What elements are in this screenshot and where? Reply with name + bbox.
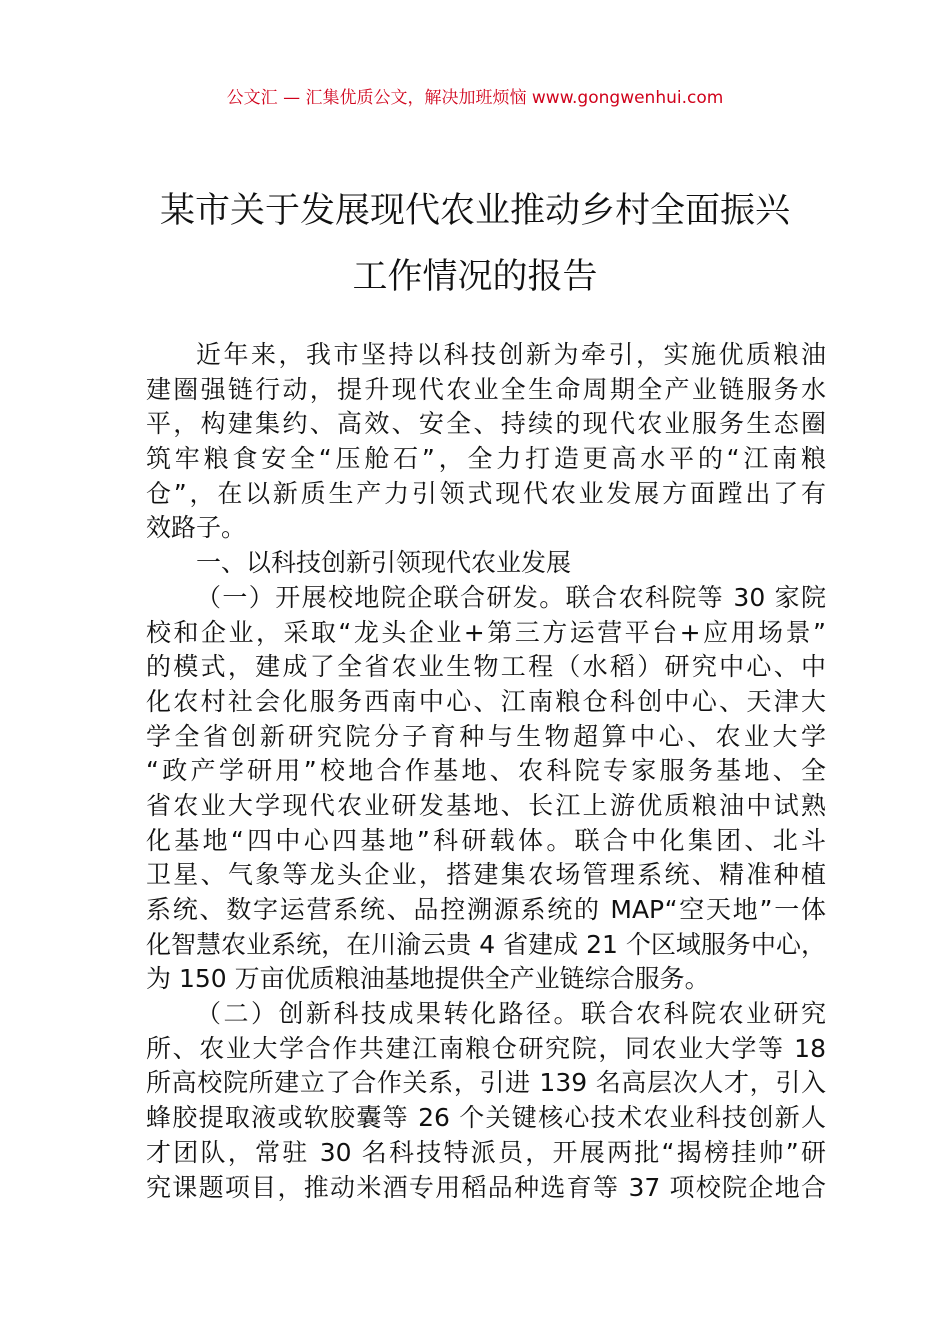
body-line: 仓”，在以新质生产力引领式现代农业发展方面蹚出了有 <box>146 478 826 508</box>
document-body <box>146 338 826 1205</box>
body-line: 校和企业，采取“龙头企业+第三方运营平台+应用场景” <box>146 617 826 647</box>
body-line: 为 150 万亩优质粮油基地提供全产业链综合服务。 <box>146 964 710 994</box>
section-heading: 一、以科技创新引领现代农业发展 <box>196 548 572 578</box>
body-line: 近年来，我市坚持以科技创新为牵引，实施优质粮油 <box>196 340 826 369</box>
body-line: 蜂胶提取液或软胶囊等 26 个关键核心技术农业科技创新人 <box>146 1103 826 1133</box>
body-line: 学全省创新研究院分子育种与生物超算中心、农业大学 <box>146 721 826 751</box>
body-line: 所、农业大学合作共建江南粮仓研究院，同农业大学等 18 <box>146 1033 826 1063</box>
body-line: 卫星、气象等龙头企业，搭建集农场管理系统、精准种植 <box>146 860 826 890</box>
body-line: “政产学研用”校地合作基地、农科院专家服务基地、全 <box>146 756 826 786</box>
body-line: 化智慧农业系统，在川渝云贵 4 省建成 21 个区域服务中心， <box>146 929 826 959</box>
body-line: 化基地“四中心四基地”科研载体。联合中化集团、北斗 <box>146 825 826 855</box>
body-line: 系统、数字运营系统、品控溯源系统的 MAP“空天地”一体 <box>146 895 826 924</box>
body-line: 省农业大学现代农业研发基地、长江上游优质粮油中试熟 <box>146 790 826 820</box>
header-banner[interactable]: 公文汇 — 汇集优质公文，解决加班烦恼 www.gongwenhui.com <box>226 88 724 108</box>
body-line: 究课题项目，推动米酒专用稻品种选育等 37 项校院企地合 <box>146 1172 826 1202</box>
body-line: 才团队，常驻 30 名科技特派员，开展两批“揭榜挂帅”研 <box>146 1137 826 1167</box>
title-line-2: 工作情况的报告 <box>352 257 598 297</box>
body-line: 化农村社会化服务西南中心、江南粮仓科创中心、天津大 <box>146 686 826 716</box>
title-line-1: 某市关于发展现代农业推动乡村全面振兴 <box>159 191 790 231</box>
body-line: 筑牢粮食安全“压舱石”，全力打造更高水平的“江南粮 <box>146 444 826 474</box>
body-line: （二）创新科技成果转化路径。联合农科院农业研究 <box>196 999 826 1029</box>
body-line: 所高校院所建立了合作关系，引进 139 名高层次人才，引入 <box>146 1068 826 1098</box>
body-line: （一）开展校地院企联合研发。联合农科院等 30 家院 <box>196 582 826 612</box>
body-line: 的模式，建成了全省农业生物工程（水稻）研究中心、中 <box>146 652 826 682</box>
document-title <box>80 178 870 310</box>
body-line: 效路子。 <box>146 513 247 543</box>
body-line: 建圈强链行动，提升现代农业全生命周期全产业链服务水 <box>146 374 826 404</box>
body-line: 平，构建集约、高效、安全、持续的现代农业服务生态圈 <box>146 409 826 439</box>
